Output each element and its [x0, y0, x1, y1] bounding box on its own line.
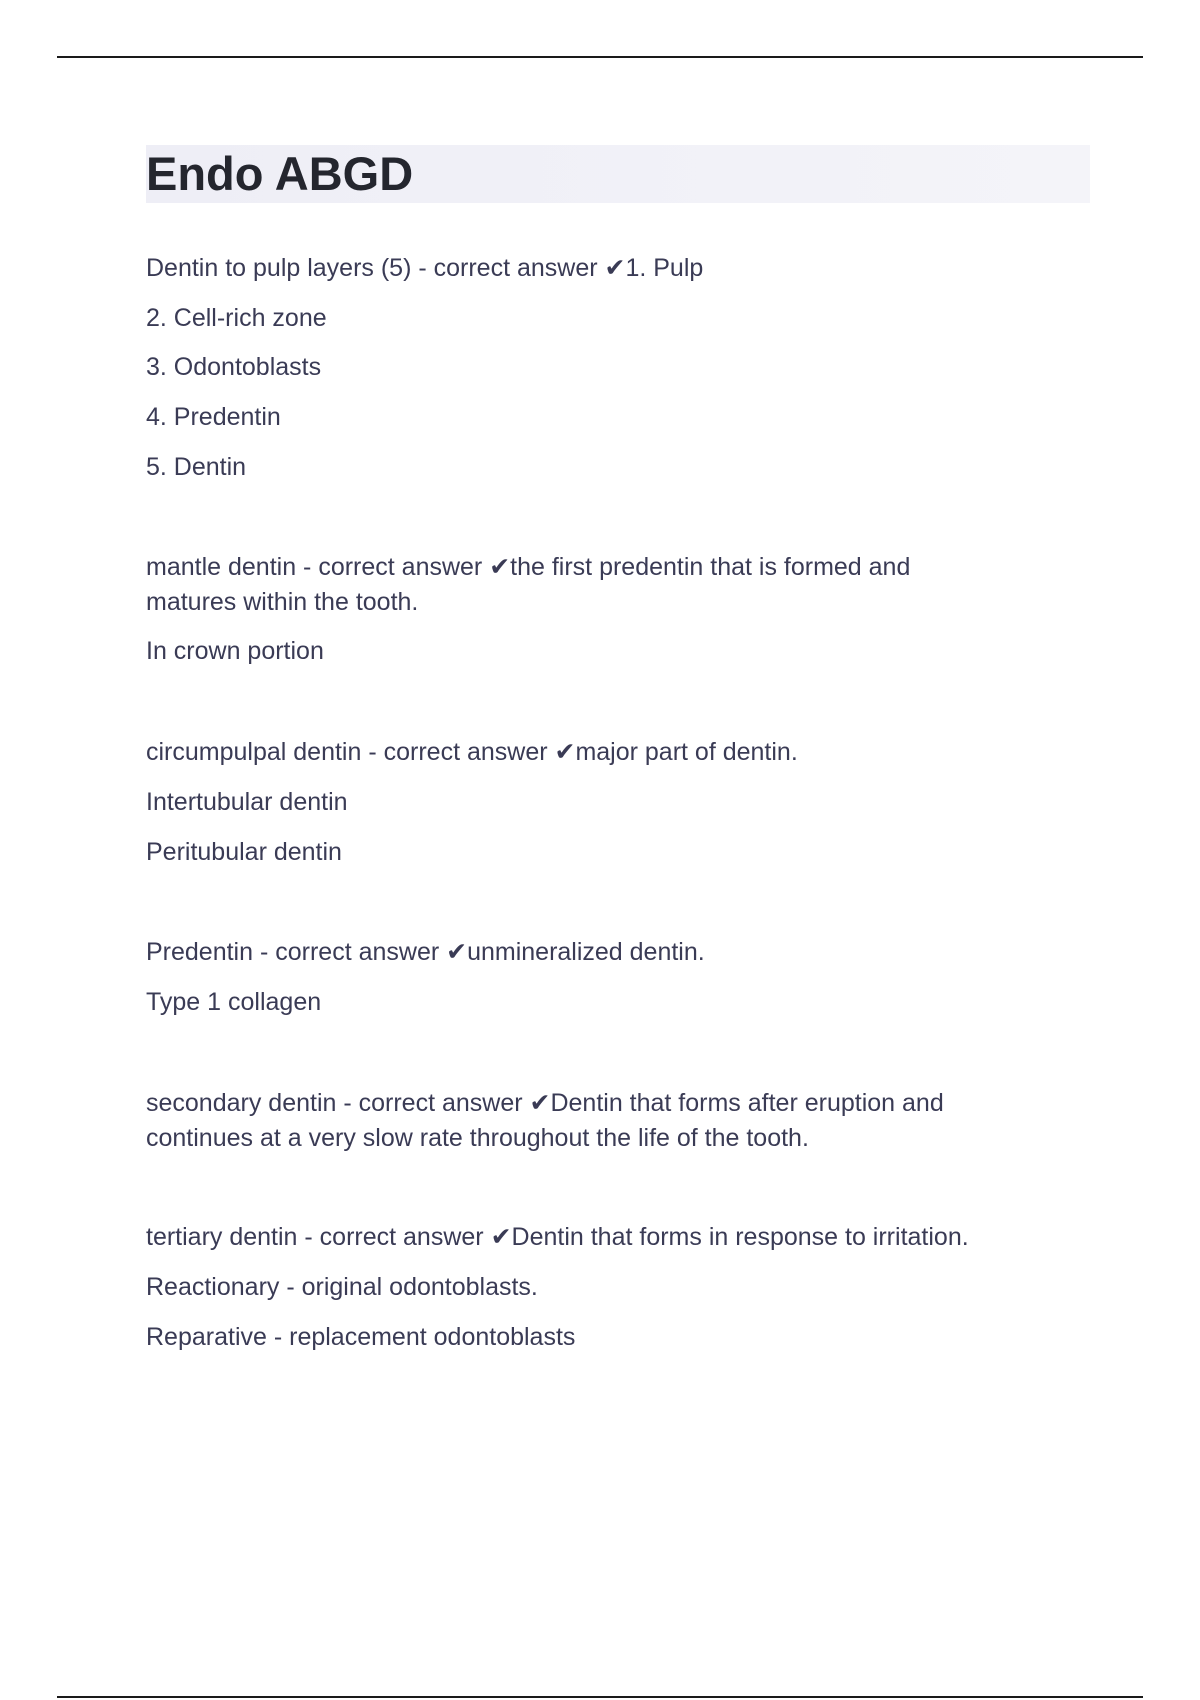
- entry-5-line-2: continues at a very slow rate throughout the life of the tooth.: [146, 1124, 809, 1152]
- top-rule: [57, 56, 1143, 58]
- entry-6-line-2: Reactionary - original odontoblasts.: [146, 1273, 538, 1301]
- entry-3-line-2: Intertubular dentin: [146, 788, 348, 816]
- entry-1-line-5: 5. Dentin: [146, 453, 247, 481]
- entry-6-line-3: Reparative - replacement odontoblasts: [146, 1323, 576, 1351]
- entry-2-line-2: matures within the tooth.: [146, 588, 419, 616]
- entry-1-line-2: 2. Cell-rich zone: [146, 304, 327, 332]
- entry-2-line-1: mantle dentin - correct answer ✔the first predentin that is formed and: [146, 553, 911, 581]
- bottom-rule: [57, 1696, 1143, 1698]
- entry-4-line-2: Type 1 collagen: [146, 988, 322, 1016]
- entry-3-line-3: Peritubular dentin: [146, 838, 342, 866]
- page-title: Endo ABGD: [146, 147, 414, 200]
- entry-1-line-3: 3. Odontoblasts: [146, 353, 322, 381]
- entry-1-line-1: Dentin to pulp layers (5) - correct answer ✔1. Pulp: [146, 254, 704, 282]
- entry-6-line-1: tertiary dentin - correct answer ✔Dentin that forms in response to irritation.: [146, 1223, 969, 1251]
- entry-5-line-1: secondary dentin - correct answer ✔Dentin that forms after eruption and: [146, 1089, 944, 1117]
- entry-1-line-4: 4. Predentin: [146, 403, 281, 431]
- entry-3-line-1: circumpulpal dentin - correct answer ✔major part of dentin.: [146, 738, 798, 766]
- entry-4-line-1: Predentin - correct answer ✔unmineralized dentin.: [146, 938, 705, 966]
- entry-2-line-3: In crown portion: [146, 637, 324, 665]
